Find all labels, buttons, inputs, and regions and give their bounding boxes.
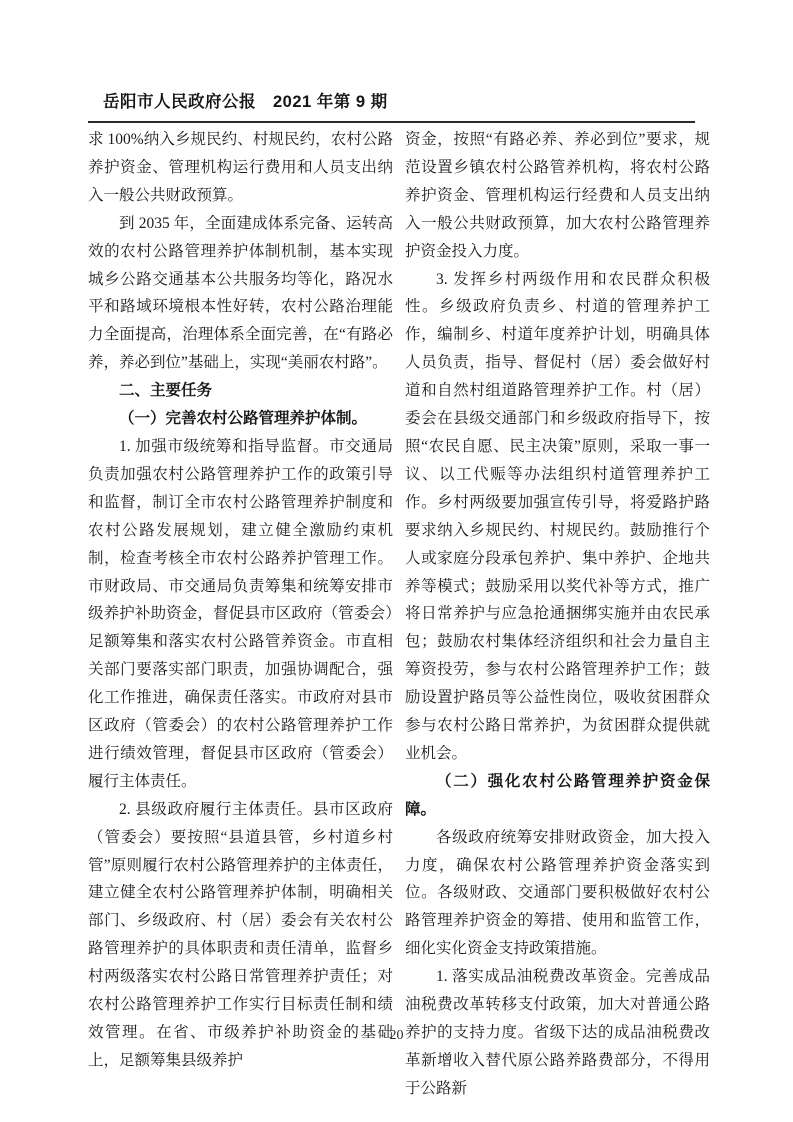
paragraph: 1. 加强市级统筹和指导监督。市交通局负责加强农村公路管理养护工作的政策引导和监督，制订全市农村公路管理养护制度和农村公路发展规划，建立健全激励约束机制，检查考核全市农村公路养护管理工作。市财政局、市交通局负责筹集和统筹安排市级养护补助资金，督促县市区政府（管委会）足额筹集和落实农村公路管养资金。市直相关部门要落实部门职责，加强协调配合，强化工作推进，确保责任落实。市政府对县市区政府（管委会）的农村公路管理养护工作进行绩效管理，督促县市区政府（管委会）履行主体责任。 [88, 437, 393, 790]
gazette-title: 岳阳市人民政府公报 2021 年第 9 期 [103, 93, 388, 111]
section-heading: 二、主要任务 [119, 382, 213, 400]
page-number: 20 [389, 1028, 404, 1043]
section-heading: （二）强化农村公路管理养护资金保障。 [405, 772, 710, 818]
paragraph: 到 2035 年，全面建成体系完备、运转高效的农村公路管理养护体制机制，基本实现城乡公路交通基本公共服务均等化，路况水平和路域环境根本性好转，农村公路治理能力全面提高，治理体系全面完善，在“有路必养，养必到位”基础上，实现“美丽农村路”。 [88, 214, 393, 372]
paragraph: 3. 发挥乡村两级作用和农民群众积极性。乡级政府负责乡、村道的管理养护工作，编制乡、村道年度养护计划，明确具体人员负责，指导、督促村（居）委会做好村道和自然村组道路管理养护工作。村（居）委会在县级交通部门和乡级政府指导下，按照“农民自愿、民主决策”原则，采取一事一议、以工代赈等办法组织村道管理养护工作。乡村两级要加强宣传引导，将爱路护路要求纳入乡规民约、村规民约。鼓励推行个人或家庭分段承包养护、集中养护、企地共养等模式；鼓励采用以奖代补等方式，推广将日常养护与应急抢通捆绑实施并由农民承包；鼓励农村集体经济组织和社会力量自主筹资投劳，参与农村公路管理养护工作；鼓励设置护路员等公益性岗位，吸收贫困群众参与农村公路日常养护，为贫困群众提供就业机会。 [405, 270, 710, 762]
paragraph: 2. 县级政府履行主体责任。县市区政府（管委会）要按照“县道县管，乡村道乡村管”原则履行农村公路管理养护的主体责任，建立健全农村公路管理养护体制，明确相关部门、乡级政府、村（居）委会有关农村公路管理养护的具体职责和责任清单，监督乡村两级落实农村公路日常管理养护责任；对农村公路管理养护工作实行目标责任制和绩效管理。在省、市级养护补助资金的基础上，足额筹集县级养护 [88, 800, 393, 1069]
page-header [88, 88, 695, 123]
paragraph: 各级政府统筹安排财政资金，加大投入力度，确保农村公路管理养护资金落实到位。各级财政、交通部门要积极做好农村公路管理养护资金的筹措、使用和监管工作，细化实化资金支持政策措施。 [405, 828, 710, 958]
right-column [405, 126, 710, 1103]
article-body [88, 126, 710, 1103]
paragraph: 求 100%纳入乡规民约、村规民约，农村公路养护资金、管理机构运行费用和人员支出纳入一般公共财政预算。 [88, 131, 393, 204]
left-column [88, 126, 393, 1103]
paragraph: 1. 落实成品油税费改革资金。完善成品油税费改革转移支付政策，加大对普通公路养护的支持力度。省级下达的成品油税费改革新增收入替代原公路养路费部分，不得用于公路新 [405, 968, 710, 1097]
section-heading: （一）完善农村公路管理养护体制。 [119, 410, 368, 428]
paragraph: 资金，按照“有路必养、养必到位”要求，规范设置乡镇农村公路管养机构，将农村公路养护资金、管理机构运行经费和人员支出纳入一般公共财政预算，加大农村公路管理养护资金投入力度。 [405, 131, 710, 260]
